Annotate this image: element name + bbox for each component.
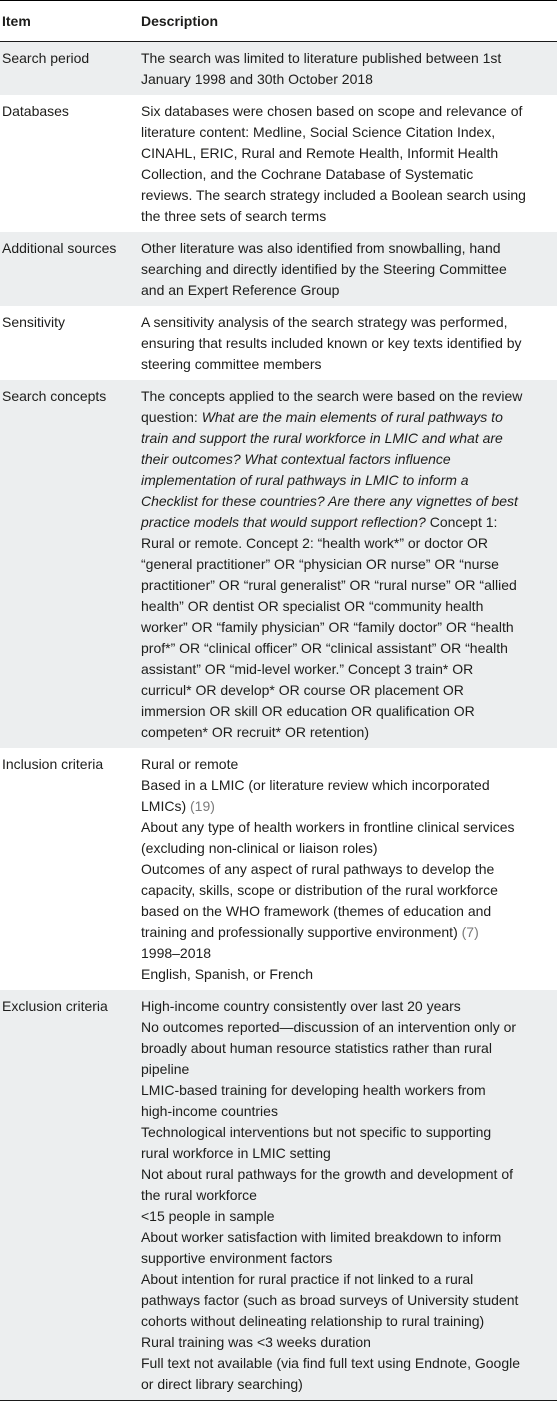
description-line (141, 428, 555, 449)
text-segment: Rural or remote. Concept 2: “health work*” or doctor OR (141, 535, 489, 551)
text-segment: About worker satisfaction with limited breakdown to inform (141, 1229, 502, 1245)
text-segment: searching and directly identified by the Steering Committee (141, 261, 507, 277)
description-line (141, 280, 555, 301)
description-line (141, 817, 555, 838)
text-segment: practitioner” OR “rural generalist” OR “rural nurse” OR “allied (141, 577, 517, 593)
description-line (141, 1059, 555, 1080)
description-line (141, 470, 555, 491)
row-description (141, 101, 555, 227)
description-line (141, 1227, 555, 1248)
text-segment: Based in a LMIC (or literature review which incorporated (141, 777, 490, 793)
description-line (141, 996, 555, 1017)
citation-ref[interactable]: (19) (190, 798, 215, 814)
description-line (141, 1185, 555, 1206)
description-line (141, 1248, 555, 1269)
text-segment: LMICs) (141, 798, 190, 814)
table-row (0, 95, 557, 232)
row-item-label: Databases (2, 103, 69, 119)
description-line (141, 722, 555, 743)
text-segment: Not about rural pathways for the growth and development of (141, 1166, 513, 1182)
description-line (141, 1038, 555, 1059)
text-segment: literature content: Medline, Social Science Citation Index, (141, 124, 496, 140)
text-segment: What are the main elements of rural pathways to (201, 409, 503, 425)
text-segment: “general practitioner” OR “physician OR nurse” OR “nurse (141, 556, 499, 572)
description-line (141, 575, 555, 596)
text-segment: (excluding non-clinical or liaison roles) (141, 840, 378, 856)
text-segment: assistant” OR “mid-level worker.” Concept 3 train* OR (141, 661, 474, 677)
description-line (141, 1122, 555, 1143)
text-segment: Technological interventions but not specific to supporting (141, 1124, 492, 1140)
description-line (141, 754, 555, 775)
text-segment: Rural or remote (141, 756, 239, 772)
description-line (141, 101, 555, 122)
text-segment: and an Expert Reference Group (141, 282, 340, 298)
row-description (141, 238, 555, 301)
description-line (141, 1311, 555, 1332)
description-line (141, 354, 555, 375)
text-segment: high-income countries (141, 1103, 278, 1119)
description-line (141, 122, 555, 143)
text-segment: Other literature was also identified from snowballing, hand (141, 240, 501, 256)
text-segment: supportive environment factors (141, 1250, 333, 1266)
row-description (141, 996, 555, 1395)
table-row (0, 42, 557, 95)
text-segment: curricul* OR develop* OR course OR placement OR (141, 682, 464, 698)
text-segment: Full text not available (via find full text using Endnote, Google (141, 1355, 520, 1371)
row-description (141, 48, 555, 90)
description-line (141, 1206, 555, 1227)
text-segment: implementation of rural pathways in LMIC to inform a (141, 472, 469, 488)
row-item-label: Exclusion criteria (2, 998, 108, 1014)
text-segment: broadly about human resource statistics rather than rural (141, 1040, 492, 1056)
text-segment: the rural workforce (141, 1187, 257, 1203)
text-segment: practice models that would support reflection? (141, 514, 426, 530)
description-line (141, 1143, 555, 1164)
text-segment: LMIC-based training for developing health workers from (141, 1082, 486, 1098)
text-segment: training and professionally supportive environment) (141, 924, 462, 940)
row-item-label: Additional sources (2, 240, 117, 256)
description-line (141, 1269, 555, 1290)
text-segment: A sensitivity analysis of the search strategy was performed, (141, 314, 508, 330)
row-description (141, 312, 555, 375)
text-segment: January 1998 and 30th October 2018 (141, 71, 373, 87)
description-line (141, 206, 555, 227)
text-segment: 1998–2018 (141, 945, 212, 961)
description-line (141, 922, 555, 943)
text-segment: Rural training was <3 weeks duration (141, 1334, 371, 1350)
table-row (0, 232, 557, 306)
description-line (141, 449, 555, 470)
description-line (141, 1080, 555, 1101)
row-item-label: Inclusion criteria (2, 756, 104, 772)
table-header-row (0, 1, 557, 41)
description-line (141, 943, 555, 964)
text-segment: About intention for rural practice if not linked to a rural (141, 1271, 474, 1287)
text-segment: About any type of health workers in frontline clinical services (141, 819, 515, 835)
description-line (141, 259, 555, 280)
text-segment: question: (141, 409, 202, 425)
text-segment: immersion OR skill OR education OR qualification OR (141, 703, 475, 719)
description-line (141, 533, 555, 554)
description-line (141, 638, 555, 659)
text-segment: cohorts without delineating relationship to rural training) (141, 1313, 485, 1329)
table-row (0, 990, 557, 1400)
description-line (141, 680, 555, 701)
description-line (141, 1017, 555, 1038)
description-line (141, 407, 555, 428)
description-line (141, 838, 555, 859)
description-line (141, 596, 555, 617)
row-item-label: Search period (2, 50, 90, 66)
table-body (0, 42, 557, 1400)
header-item: Item (2, 13, 31, 29)
citation-ref[interactable]: (7) (461, 924, 479, 940)
text-segment: No outcomes reported—discussion of an intervention only or (141, 1019, 517, 1035)
description-line (141, 1332, 555, 1353)
text-segment: High-income country consistently over last 20 years (141, 998, 461, 1014)
description-line (141, 69, 555, 90)
text-segment: Checklist for these countries? Are there any vignettes of best (141, 493, 518, 509)
header-description: Description (141, 13, 219, 29)
description-line (141, 491, 555, 512)
table-row (0, 306, 557, 380)
text-segment: prof*” OR “clinical officer” OR “clinical assistant” OR “health (141, 640, 508, 656)
row-description (141, 754, 555, 985)
description-line (141, 775, 555, 796)
description-line (141, 164, 555, 185)
row-description (141, 386, 555, 743)
text-segment: train and support the rural workforce in LMIC and what are (141, 430, 503, 446)
description-line (141, 701, 555, 722)
description-line (141, 617, 555, 638)
text-segment: based on the WHO framework (themes of education and (141, 903, 492, 919)
text-segment: rural workforce in LMIC setting (141, 1145, 331, 1161)
description-line (141, 333, 555, 354)
description-line (141, 554, 555, 575)
description-line (141, 880, 555, 901)
row-item-label: Search concepts (2, 388, 107, 404)
text-segment: the three sets of search terms (141, 208, 327, 224)
description-line (141, 1164, 555, 1185)
text-segment: or direct library searching) (141, 1376, 303, 1392)
description-line (141, 386, 555, 407)
text-segment: pipeline (141, 1061, 190, 1077)
row-item-label: Sensitivity (2, 314, 66, 330)
text-segment: ensuring that results included known or key texts identified by (141, 335, 522, 351)
description-line (141, 512, 555, 533)
text-segment: steering committee members (141, 356, 322, 372)
text-segment: reviews. The search strategy included a Boolean search using (141, 187, 526, 203)
text-segment: Six databases were chosen based on scope and relevance of (141, 103, 523, 119)
description-line (141, 964, 555, 985)
text-segment: Concept 1: (425, 514, 498, 530)
description-line (141, 659, 555, 680)
text-segment: health” OR dentist OR specialist OR “community health (141, 598, 484, 614)
text-segment: pathways factor (such as broad surveys of University student (141, 1292, 519, 1308)
table-row (0, 380, 557, 748)
description-line (141, 1101, 555, 1122)
description-line (141, 238, 555, 259)
table-row (0, 748, 557, 990)
description-line (141, 312, 555, 333)
text-segment: CINAHL, ERIC, Rural and Remote Health, Informit Health (141, 145, 499, 161)
text-segment: their outcomes? What contextual factors influence (141, 451, 451, 467)
description-line (141, 48, 555, 69)
description-line (141, 1353, 555, 1374)
description-line (141, 859, 555, 880)
description-line (141, 796, 555, 817)
description-line (141, 143, 555, 164)
text-segment: competen* OR recruit* OR retention) (141, 724, 369, 740)
text-segment: The concepts applied to the search were based on the review (141, 388, 523, 404)
description-line (141, 1374, 555, 1395)
text-segment: Outcomes of any aspect of rural pathways to develop the (141, 861, 495, 877)
text-segment: Collection, and the Cochrane Database of Systematic (141, 166, 474, 182)
description-line (141, 1290, 555, 1311)
text-segment: English, Spanish, or French (141, 966, 313, 982)
text-segment: <15 people in sample (141, 1208, 275, 1224)
text-segment: The search was limited to literature published between 1st (141, 50, 502, 66)
text-segment: capacity, skills, scope or distribution of the rural workforce (141, 882, 498, 898)
description-line (141, 901, 555, 922)
text-segment: worker” OR “family physician” OR “family doctor” OR “health (141, 619, 514, 635)
description-line (141, 185, 555, 206)
